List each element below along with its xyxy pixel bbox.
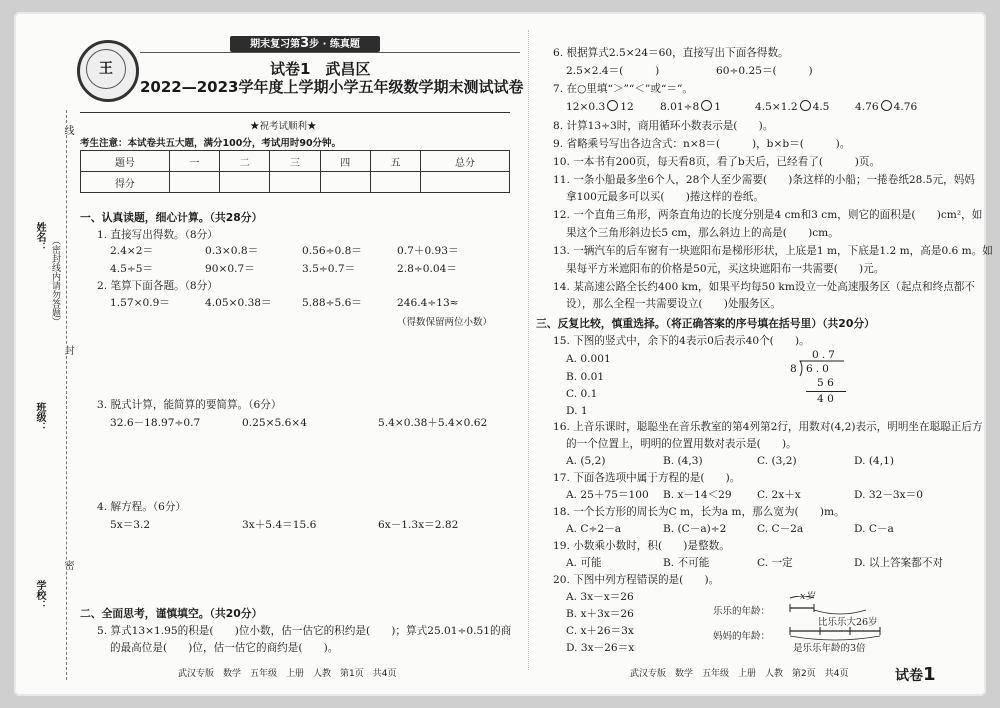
section1-title: 一、认真读题，细心计算。（共28分） (80, 211, 263, 224)
division-dividend: 6.0 (806, 363, 832, 375)
q18-option: B. (C－a)÷2 (663, 523, 727, 535)
q1-item: 90×0.7＝ (205, 263, 255, 275)
q3-title: 3. 脱式计算，能简算的要简算。（6分） (97, 399, 282, 411)
q5-line2: 的最高位是( )位，估一估它的商约是( )。 (110, 642, 339, 654)
diagram-row2-label: 妈妈的年龄： (713, 631, 771, 642)
seal-mark-close: 密 (62, 560, 73, 570)
q2-item: 5.88÷5.6＝ (302, 297, 362, 309)
q11-line1: 11. 一条小船最多坐6个人，28个人至少需要( )条这样的小船；一捲卷纸28.5元，妈妈 (553, 174, 975, 186)
q2-item: 1.57×0.9＝ (110, 297, 170, 309)
q5-line1: 5. 算式13×1.95的积是( )位小数，估一估它的积约是( )；算式25.01÷0.51的商 (97, 625, 512, 637)
q13-line1: 13. 一辆汽车的后车窗有一块遮阳布是梯形形状，上底是1 m，下底是1.2 m，高是0.6 m。如 (553, 245, 993, 257)
q1-item: 0.3×0.8＝ (205, 245, 259, 257)
q1-item: 3.5÷0.7＝ (302, 263, 356, 275)
banner: 期末复习第3步 · 练真题 (230, 36, 380, 52)
q6b: 60÷0.25＝( ) (716, 65, 813, 77)
division-quotient: 0.7 (812, 349, 838, 361)
q19-option: B. 不可能 (663, 557, 710, 569)
q16-option: A. (5,2) (566, 455, 606, 467)
q3-item: 0.25×5.6×4 (242, 417, 307, 429)
banner-rule (140, 52, 520, 53)
q12-line1: 12. 一个直角三角形，两条直角边的长度分别是4 cm和3 cm，则它的面积是( )cm²，如 (553, 209, 983, 221)
q19-option: D. 以上答案都不对 (854, 557, 944, 569)
exam-title: 2022—2023学年度上学期小学五年级数学期末测试试卷 (140, 78, 524, 96)
q7-compare-4: 4.76 4.76 (855, 101, 918, 113)
division-remainder: 4 0 (817, 393, 834, 405)
q15-option: A. 0.001 (566, 353, 611, 365)
q4-title: 4. 解方程。（6分） (97, 501, 187, 513)
q8: 8. 计算13÷3时，商用循环小数表示是( )。 (553, 120, 774, 132)
compare-circle[interactable] (607, 100, 618, 111)
q2-title: 2. 笔算下面各题。（8分） (97, 280, 218, 292)
diagram-top-label: x岁 (800, 591, 815, 602)
q7-compare-1: 12×0.3 12 (566, 101, 634, 113)
footer-left: 武汉专版 数学 五年级 上册 人教 第1页 共4页 (178, 669, 397, 679)
division-product: 5 6 (817, 377, 834, 389)
diagram-mid-label: 比乐乐大26岁 (818, 617, 878, 628)
title-rule (80, 112, 510, 113)
q15: 15. 下图的竖式中，余下的4表示0后表示40个( )。 (553, 335, 810, 347)
exam-sheet (14, 12, 986, 696)
class-label: 班级： (34, 402, 45, 432)
q10: 10. 一本书有200页，每天看8页，看了b天后，已经看了( )页。 (553, 156, 881, 168)
score-table (80, 150, 510, 193)
q20-option: D. 3x－26＝x (566, 642, 635, 654)
fold-line (528, 30, 529, 670)
q4-item: 5x＝3.2 (110, 519, 151, 531)
division-divisor: 8 (790, 363, 797, 375)
q14-line2: 设），那么全程一共需要设立( )处服务区。 (566, 298, 781, 310)
q4-item: 3x＋5.4＝15.6 (242, 519, 317, 531)
q1-title: 1. 直接写出得数。（8分） (97, 229, 218, 241)
line-segment-diagram (780, 596, 890, 642)
q2-item: 4.05×0.38＝ (205, 297, 272, 309)
q20-option: A. 3x－x＝26 (566, 591, 634, 603)
q20-option: C. x＋26＝3x (566, 625, 634, 637)
q19-option: A. 可能 (566, 557, 602, 569)
q18-option: D. C－a (854, 523, 894, 535)
section2-title: 二、全面思考，谨慎填空。（共20分） (80, 607, 263, 620)
seal-mark-line: 线 (62, 125, 73, 135)
table-row: 得分 (81, 172, 510, 193)
compare-circle[interactable] (881, 100, 892, 111)
q7: 7. 在○里填“＞”“＜”或“＝”。 (553, 83, 693, 95)
q9: 9. 省略乘号写出各边含式：n×8＝( )，b×b＝( )。 (553, 138, 851, 150)
q16-option: D. (4,1) (854, 455, 894, 467)
compare-circle[interactable] (701, 100, 712, 111)
q19: 19. 小数乘小数时，积( )是整数。 (553, 540, 730, 552)
q17-option: B. x－14＜29 (663, 489, 732, 501)
footer-right: 武汉专版 数学 五年级 上册 人教 第2页 共4页 (630, 669, 849, 679)
diagram-bottom-label: 是乐乐年龄的3倍 (793, 643, 866, 654)
q16-line1: 16. 上音乐课时，聪聪坐在音乐教室的第4列第2行，用数对(4,2)表示，明明坐在聪聪正后方 (553, 421, 983, 433)
notice-text: 考生注意：本试卷共五大题，满分100分，考试用时90分钟。 (80, 138, 342, 149)
q16-option: B. (4,3) (663, 455, 703, 467)
q18-option: C. C－2a (757, 523, 804, 535)
q18-option: A. C÷2－a (566, 523, 622, 535)
q1-item: 0.56÷0.8＝ (302, 245, 362, 257)
paper-title: 试卷1 武昌区 (270, 60, 371, 78)
wish-text: ★祝考试顺利★ (250, 121, 317, 132)
q17: 17. 下面各选项中属于方程的是( )。 (553, 472, 741, 484)
seal-note: （密封线内请勿答题） (50, 236, 60, 326)
q20: 20. 下图中列方程错误的是( )。 (553, 574, 720, 586)
paper-badge: 试卷1 (895, 664, 936, 685)
section3-title: 三、反复比较，慎重选择。（将正确答案的序号填在括号里）（共20分） (536, 317, 875, 330)
q6: 6. 根据算式2.5×24＝60，直接写出下面各得数。 (553, 47, 789, 59)
seal-mark-seal: 封 (62, 345, 73, 355)
q17-option: A. 25＋75＝100 (566, 489, 649, 501)
name-label: 姓名： (34, 222, 45, 252)
q16-option: C. (3,2) (757, 455, 797, 467)
q1-item: 2.4×2＝ (110, 245, 154, 257)
q11-line2: 拿100元最多可以买( )捲这样的卷纸。 (566, 191, 764, 203)
publisher-logo: 王 (77, 40, 139, 102)
q17-option: D. 32－3x＝0 (854, 489, 923, 501)
diagram-row1-label: 乐乐的年龄： (713, 606, 771, 617)
q20-option: B. x＋3x＝26 (566, 608, 634, 620)
compare-circle[interactable] (800, 100, 811, 111)
q17-option: C. 2x＋x (757, 489, 801, 501)
seal-line (66, 110, 67, 680)
q1-item: 2.8÷0.04＝ (397, 263, 457, 275)
q7-compare-3: 4.5×1.2 4.5 (755, 101, 830, 113)
q15-option: D. 1 (566, 405, 588, 417)
q2-item: 246.4÷13≈ (397, 297, 459, 309)
q19-option: C. 一定 (757, 557, 793, 569)
q2-note: （得数保留两位小数） (397, 317, 493, 328)
q7-compare-2: 8.01÷8 1 (660, 101, 721, 113)
q16-line2: 的一个位置上，明明的位置用数对表示是( )。 (566, 438, 797, 450)
q6a: 2.5×2.4＝( ) (566, 65, 660, 77)
q18: 18. 一个长方形的周长为C m，长为a m，那么宽为( )m。 (553, 506, 845, 518)
q4-item: 6x－1.3x＝2.82 (378, 519, 459, 531)
q15-option: B. 0.01 (566, 371, 605, 383)
q1-item: 4.5÷5＝ (110, 263, 154, 275)
q15-option: C. 0.1 (566, 388, 598, 400)
school-label: 学校： (34, 580, 45, 610)
q3-item: 32.6－18.97÷0.7 (110, 417, 201, 429)
q12-line2: 果这个三角形斜边长5 cm，那么斜边上的高是( )cm。 (566, 227, 839, 239)
q13-line2: 果每平方米遮阳布的价格是50元，买这块遮阳布一共需要( )元。 (566, 263, 885, 275)
q14-line1: 14. 某高速公路全长约400 km，如果平均每50 km设立一处高速服务区（起点和终点都不 (553, 281, 975, 293)
table-row: 题号 一 二 三 四 五 总分 (81, 151, 510, 172)
q3-item: 5.4×0.38＋5.4×0.62 (378, 417, 488, 429)
q1-item: 0.7＋0.93＝ (397, 245, 459, 257)
